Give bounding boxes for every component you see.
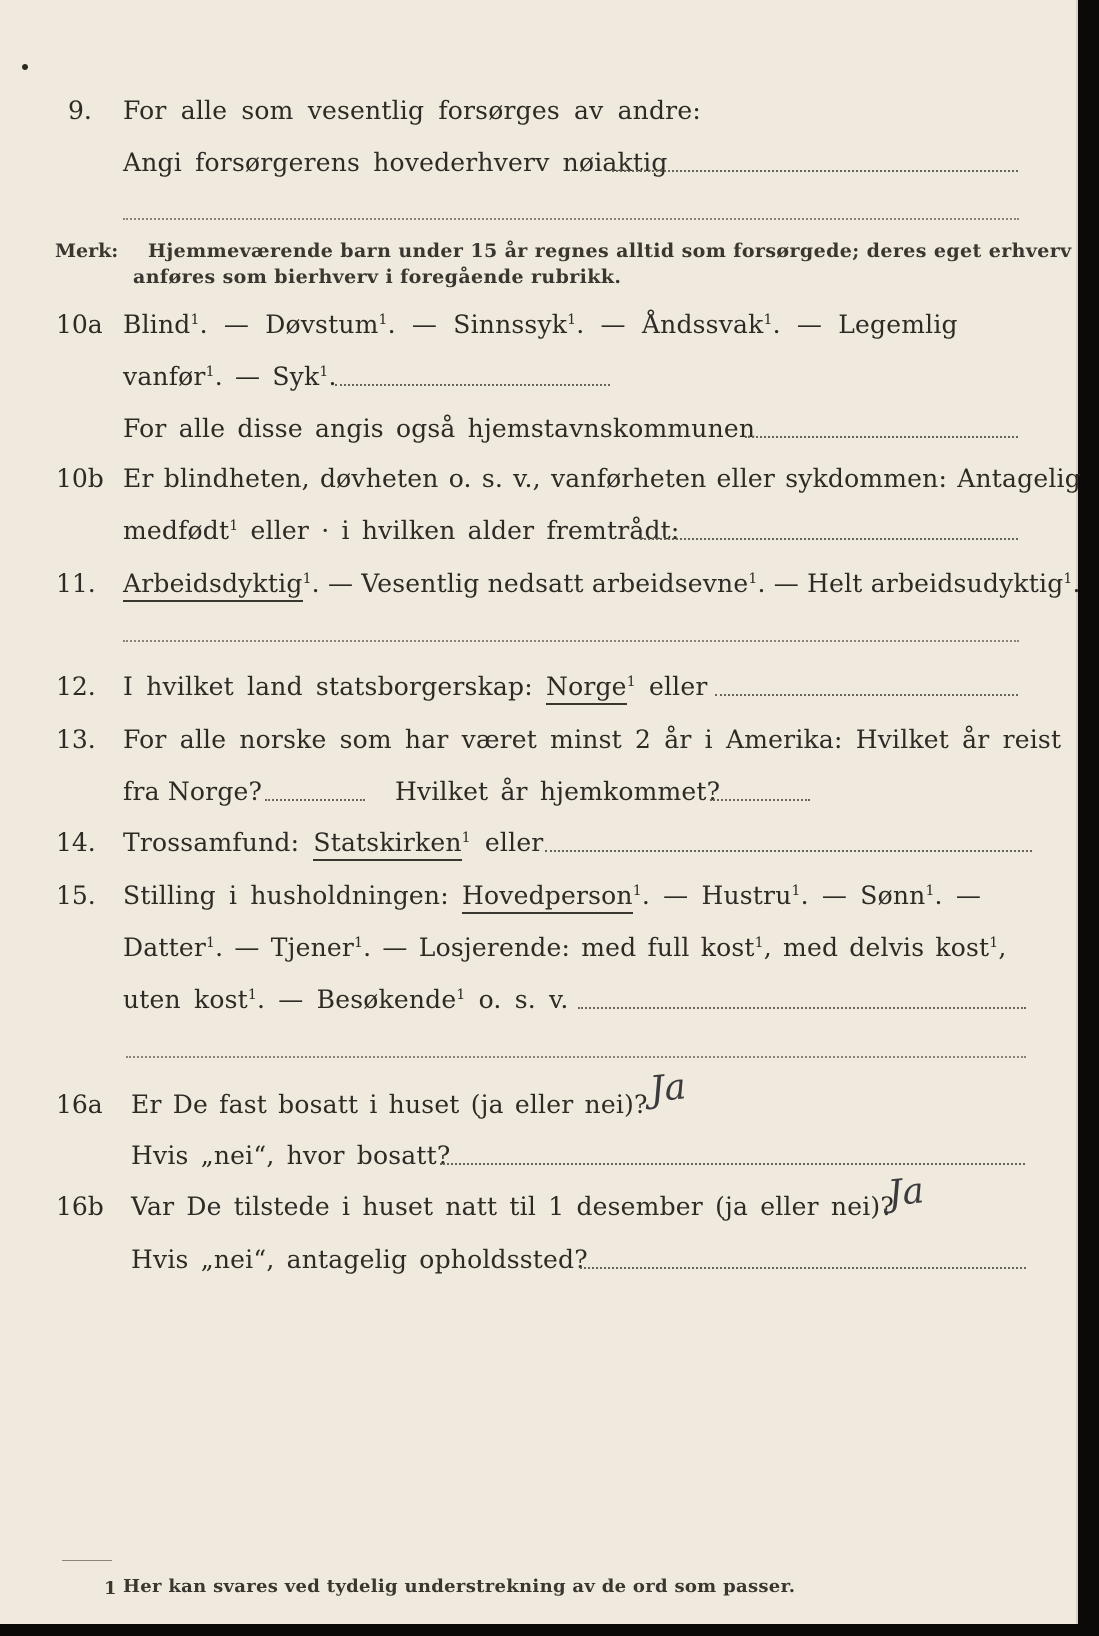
- q13-left-norway-label: fra Norge?: [123, 777, 263, 806]
- option-andssvak[interactable]: . — Åndssvak: [576, 310, 764, 339]
- q10b-question-line1: Er blindheten, døvheten o. s. v., vanførheten eller sykdommen: Antagelig: [123, 464, 1081, 493]
- q13-question-line1: For alle norske som har været minst 2 år i Amerika: Hvilket år reist: [123, 725, 1062, 754]
- option-syk[interactable]: . — Syk: [214, 362, 320, 391]
- q12-citizenship-line: I hvilket land statsborgerskap: Norge$^1$ eller: [123, 672, 707, 701]
- q15-household-line1: Stilling i husholdningen: Hovedperson$^1$. — Hustru$^1$. — Sønn$^1$. —: [123, 881, 981, 910]
- q9-question: For alle som vesentlig forsørges av andre:: [123, 96, 701, 125]
- q9-answer-line[interactable]: [612, 170, 1018, 172]
- option-medfodt[interactable]: medfødt: [123, 516, 230, 545]
- ink-speck: [22, 64, 28, 70]
- q15-household-line3: uten kost$^1$. — Besøkende$^1$ o. s. v.: [123, 985, 569, 1014]
- option-nedsatt-arbeidsevne[interactable]: . — Vesentlig nedsatt arbeidsevne: [311, 569, 749, 598]
- q16a-where-resident-line[interactable]: [440, 1163, 1025, 1165]
- q16b-present-question: Var De tilstede i huset natt til 1 desember (ja eller nei)?: [131, 1192, 894, 1221]
- q12-answer-line[interactable]: [715, 694, 1018, 696]
- q14-religion-line: Trossamfund: Statskirken$^1$ eller: [123, 828, 543, 857]
- merk-note-line1: Hjemmeværende barn under 15 år regnes alltid som forsørgede; deres eget erhverv: [148, 240, 1072, 262]
- q10b-number: 10b: [56, 464, 104, 493]
- q16b-handwritten-answer: Ja: [885, 1170, 926, 1215]
- q13-returned-label: Hvilket år hjemkommet?: [395, 777, 721, 806]
- option-uten-kost[interactable]: uten kost: [123, 985, 248, 1014]
- q9-number: 9.: [68, 96, 92, 125]
- q12-number: 12.: [56, 672, 96, 701]
- q10a-conditions-line1: Blind$^1$. — Døvstum$^1$. — Sinnssyk$^1$. — Åndssvak$^1$. — Legemlig: [123, 310, 958, 339]
- option-besokende[interactable]: . — Besøkende: [256, 985, 457, 1014]
- option-losjerende-full-kost[interactable]: . — Losjerende: med full kost: [363, 933, 755, 962]
- option-norge-underlined[interactable]: Norge: [546, 672, 627, 705]
- option-datter[interactable]: Datter: [123, 933, 206, 962]
- q16a-resident-question: Er De fast bosatt i huset (ja eller nei)?: [131, 1090, 648, 1119]
- option-vanfor[interactable]: vanfør: [123, 362, 206, 391]
- q11-work-capacity-line: Arbeidsdyktig$^1$. — Vesentlig nedsatt arbeidsevne$^1$. — Helt arbeidsudyktig$^1$.: [123, 569, 1081, 598]
- q16a-handwritten-answer: Ja: [647, 1066, 688, 1111]
- q10a-home-municipality-label: For alle disse angis også hjemstavnskommunen: [123, 414, 756, 443]
- option-arbeidsdyktig-underlined[interactable]: Arbeidsdyktig: [123, 569, 303, 602]
- option-hustru[interactable]: . — Hustru: [641, 881, 792, 910]
- q16b-probable-location-line[interactable]: [580, 1267, 1026, 1269]
- option-hovedperson-underlined[interactable]: Hovedperson: [462, 881, 633, 914]
- q16b-number: 16b: [56, 1192, 104, 1221]
- q10b-answer-line[interactable]: [640, 538, 1018, 540]
- q11-number: 11.: [56, 569, 96, 598]
- q14-number: 14.: [56, 828, 96, 857]
- q13-number: 13.: [56, 725, 96, 754]
- q16a-where-resident-label: Hvis „nei“, hvor bosatt?: [131, 1141, 451, 1170]
- option-dovstum[interactable]: . — Døvstum: [199, 310, 379, 339]
- option-delvis-kost[interactable]: , med delvis kost: [763, 933, 990, 962]
- q14-answer-line[interactable]: [545, 850, 1032, 852]
- q9-provider-occupation-label: Angi forsørgerens hovederhverv nøiaktig: [123, 148, 668, 177]
- option-arbeidsudyktig[interactable]: . — Helt arbeidsudyktig: [757, 569, 1064, 598]
- footnote-mark: 1: [104, 1578, 117, 1599]
- q10b-question-line2: medfødt$^1$ eller · i hvilken alder fremtrådt:: [123, 516, 680, 545]
- option-sinnssyk[interactable]: . — Sinnssyk: [387, 310, 568, 339]
- q16b-probable-location-label: Hvis „nei“, antagelig opholdssted?: [131, 1245, 588, 1274]
- option-statskirken-underlined[interactable]: Statskirken: [313, 828, 461, 861]
- footnote-text: Her kan svares ved tydelig understrekning av de ord som passer.: [123, 1576, 796, 1597]
- option-blind[interactable]: Blind: [123, 310, 191, 339]
- merk-note-line2: anføres som bierhverv i foregående rubrikk.: [133, 266, 622, 288]
- q16a-number: 16a: [56, 1090, 103, 1119]
- q11-answer-line[interactable]: [123, 640, 1019, 642]
- merk-label: Merk:: [55, 240, 119, 262]
- q13-returned-year-line[interactable]: [710, 799, 810, 801]
- q15-second-answer-line[interactable]: [126, 1056, 1026, 1058]
- option-sonn[interactable]: . — Sønn: [800, 881, 926, 910]
- option-legemlig[interactable]: . — Legemlig: [772, 310, 958, 339]
- q10a-home-municipality-line[interactable]: [745, 436, 1018, 438]
- q15-number: 15.: [56, 881, 96, 910]
- q15-answer-line[interactable]: [578, 1007, 1026, 1009]
- q10a-number: 10a: [56, 310, 103, 339]
- q10a-conditions-line2: vanfør$^1$. — Syk$^1$.: [123, 362, 337, 391]
- q15-household-line2: Datter$^1$. — Tjener$^1$. — Losjerende: med full kost$^1$, med delvis kost$^1$,: [123, 933, 1007, 962]
- q13-left-year-line[interactable]: [265, 799, 365, 801]
- footnote-divider: [62, 1560, 112, 1561]
- q10a-answer-line[interactable]: [335, 384, 610, 386]
- q9-second-answer-line[interactable]: [123, 218, 1019, 220]
- option-tjener[interactable]: . — Tjener: [215, 933, 355, 962]
